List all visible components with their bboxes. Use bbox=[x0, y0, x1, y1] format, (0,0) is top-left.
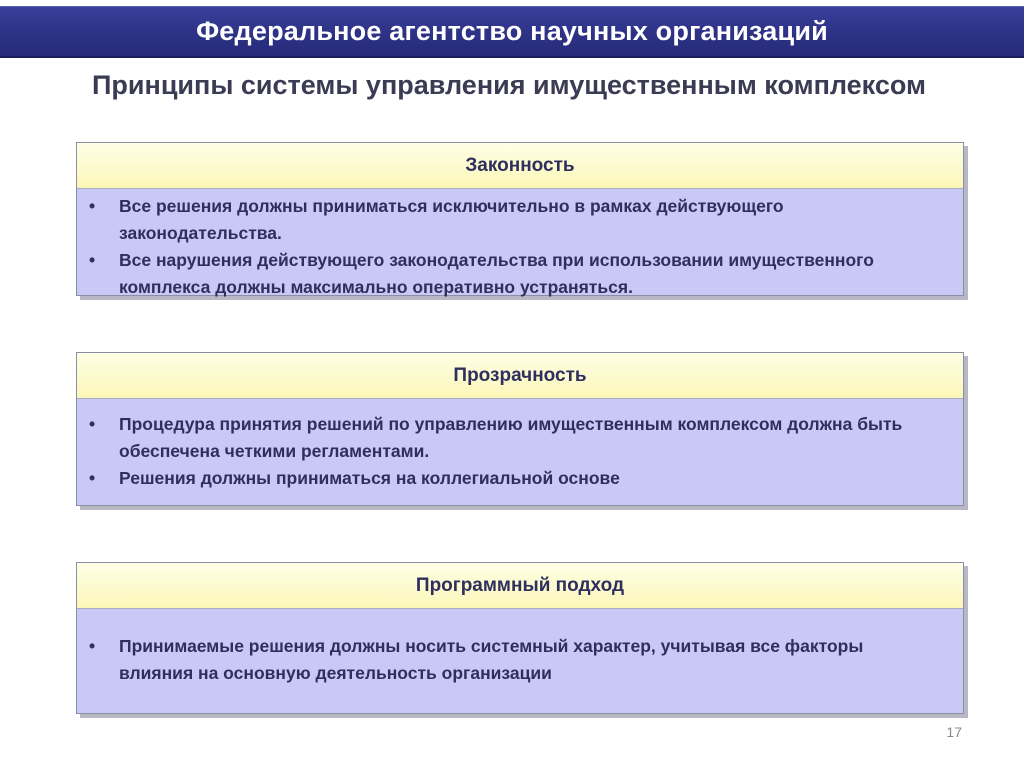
header-bar bbox=[0, 6, 1024, 58]
bullet-item bbox=[89, 465, 933, 492]
bullet-marker: • bbox=[89, 196, 96, 216]
bullet-text: Процедура принятия решений по управлению имущественным комплексом должна быть обеспечена четкими регламентами. bbox=[119, 414, 903, 461]
header-title: Федеральное агентство научных организаций bbox=[196, 16, 828, 46]
principle-body bbox=[77, 609, 963, 687]
bullet-item bbox=[89, 193, 933, 247]
principle-box-transparency bbox=[76, 352, 964, 506]
bullet-marker: • bbox=[89, 414, 96, 434]
bullet-text: Все нарушения действующего законодательства при использовании имущественного комплекса должны максимально оперативно устраняться. bbox=[119, 250, 874, 297]
principle-title: Прозрачность bbox=[77, 353, 963, 399]
bullet-text: Все решения должны приниматься исключительно в рамках действующего законодательства. bbox=[119, 196, 784, 243]
bullet-text: Принимаемые решения должны носить системный характер, учитывая все факторы влияния на основную деятельность организации bbox=[119, 636, 864, 683]
principle-box-program-approach bbox=[76, 562, 964, 714]
bullet-text: Решения должны приниматься на коллегиальной основе bbox=[119, 468, 620, 488]
page-number: 17 bbox=[946, 724, 962, 740]
principle-title: Программный подход bbox=[77, 563, 963, 609]
principle-box-legality bbox=[76, 142, 964, 296]
principle-body bbox=[77, 189, 963, 301]
bullet-item bbox=[89, 633, 933, 687]
bullet-item bbox=[89, 247, 933, 301]
principle-body bbox=[77, 399, 963, 492]
slide-subtitle: Принципы системы управления имущественным комплексом bbox=[92, 70, 926, 100]
bullet-item bbox=[89, 411, 933, 465]
principle-title: Законность bbox=[77, 143, 963, 189]
bullet-marker: • bbox=[89, 468, 96, 488]
bullet-marker: • bbox=[89, 250, 96, 270]
bullet-marker: • bbox=[89, 636, 96, 656]
